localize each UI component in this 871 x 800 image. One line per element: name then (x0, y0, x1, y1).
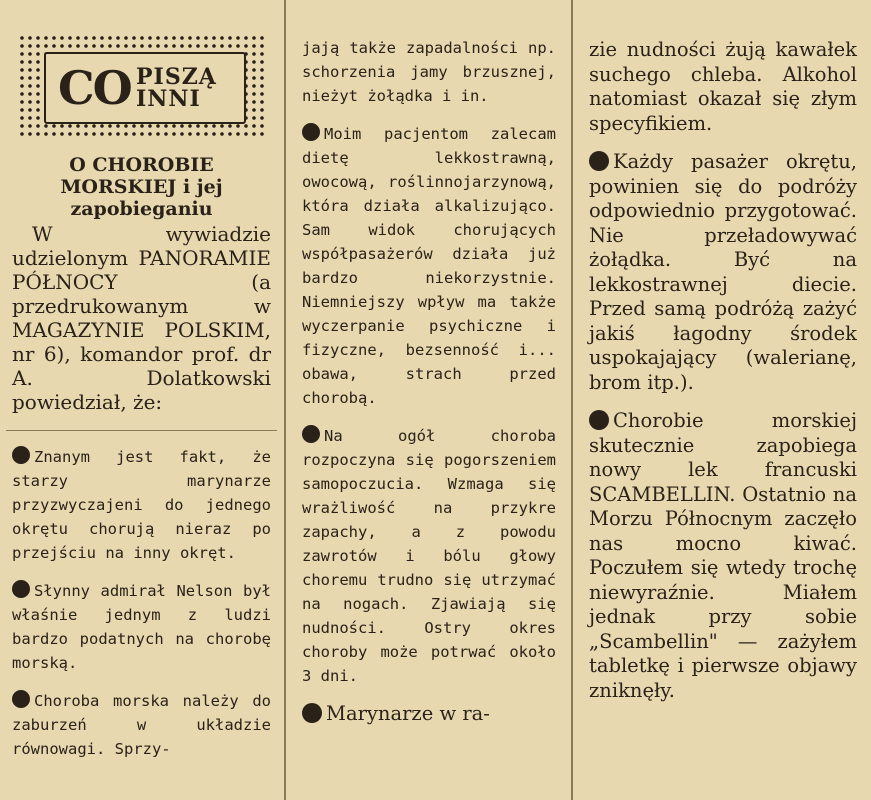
paragraph: Moim pacjentom zalecam dietę lekkostrawną, owocową, roślinnojarzynową, która działa alkalizująco. Sam widok chorujących współpasażerów działa już bardzo niekorzystnie. Niemniejszy wpływ ma także wyczerpanie psychiczne i fizyczne, bezsenność i... obawa, strach przed chorobą. (302, 125, 556, 407)
bullet-dot-icon (302, 425, 320, 443)
column-1 (0, 0, 283, 800)
bullet-dot-icon (589, 151, 609, 171)
paragraph: Każdy pasażer okrętu, powinien się do podróży odpowiednio przygotować. Nie przeładowywać żołądka. Być na lekkostrawnej diecie. Przed samą podróżą zażyć jakiś łagodny środek uspokajający (walerianę, brom itp.). (589, 150, 857, 394)
article-lead: W wywiadzie udzielonym PANORAMIE PÓŁNOCY (a przedrukowanym w MAGAZYNIE POLSKIM, nr 6), komandor prof. dr A. Dolatkowski powiedział, że: (12, 222, 271, 414)
paragraph: jają także zapadalności np. schorzenia jamy brzusznej, nieżyt żołądka i in. (302, 39, 556, 105)
paragraph: Słynny admirał Nelson był właśnie jednym z ludzi bardzo podatnych na chorobę morską. (12, 582, 271, 672)
co-pisza-inni-logo (18, 34, 268, 140)
column-rule (571, 0, 573, 800)
bullet-dot-icon (12, 690, 30, 708)
bullet-dot-icon (302, 703, 322, 723)
article-headline: O CHOROBIE MORSKIEJ i jej zapobieganiu (60, 154, 223, 220)
paragraph: Marynarze w ra- (302, 702, 556, 727)
column-3 (575, 0, 871, 800)
bullet-dot-icon (302, 123, 320, 141)
column-2 (288, 0, 570, 800)
bullet-dot-icon (589, 410, 609, 430)
divider (6, 430, 277, 431)
bullet-dot-icon (12, 580, 30, 598)
column-rule (284, 0, 286, 800)
bullet-dot-icon (12, 446, 30, 464)
paragraph: Choroba morska należy do zaburzeń w układzie równowagi. Sprzy- (12, 692, 271, 758)
paragraph: Chorobie morskiej skutecznie zapobiega nowy lek francuski SCAMBELLIN. Ostatnio na Morzu Północnym zaczęło nas mocno kiwać. Poczułem się wtedy trochę niewyraźnie. Miałem jednak przy sobie „Scambellin" — zażyłem tabletkę i pierwsze objawy zniknęły. (589, 409, 857, 702)
logo-inni: INNI (136, 86, 201, 112)
paragraph: zie nudności żują kawałek suchego chleba. Alkohol natomiast okazał się złym specyfikiem. (589, 38, 857, 135)
paragraph: Znanym jest fakt, że starzy marynarze przyzwyczajeni do jednego okrętu chorują nieraz po przejściu na inny okręt. (12, 448, 271, 562)
logo-co: CO (58, 61, 131, 115)
logo-pisza: PISZĄ (136, 64, 217, 90)
paragraph: Na ogół choroba rozpoczyna się pogorszeniem samopoczucia. Wzmaga się wrażliwość na przykre zapachy, a z powodu zawrotów i bólu głowy choremu trudno się utrzymać na nogach. Zjawiają się nudności. Ostry okres choroby może potrwać około 3 dni. (302, 427, 556, 685)
